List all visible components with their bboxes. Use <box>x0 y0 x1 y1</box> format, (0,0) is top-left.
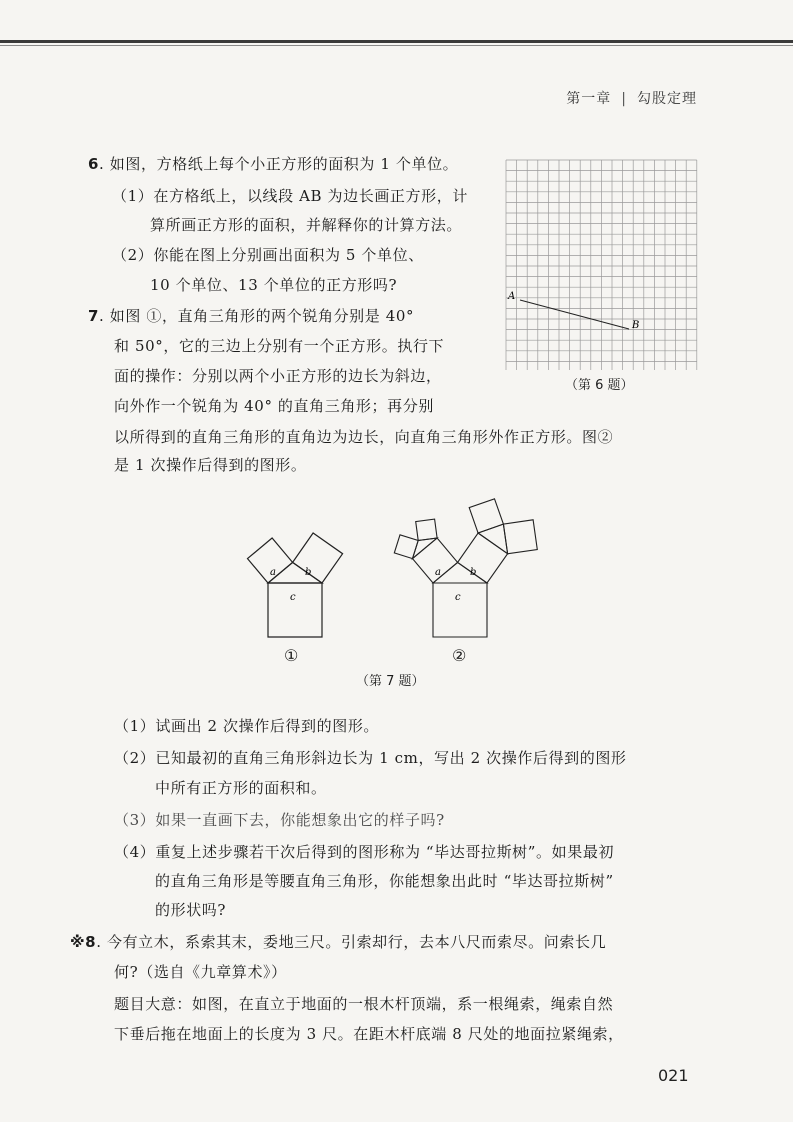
label-c: c <box>290 592 296 603</box>
q8-line4: 下垂后拖在地面上的长度为 3 尺。在距木杆底端 8 尺处的地面拉紧绳索， <box>114 1025 624 1043</box>
square-b <box>293 533 343 583</box>
point-a-label: A <box>508 291 516 302</box>
label-a: a <box>270 567 276 578</box>
q6-caption: （第 6 题） <box>565 378 634 393</box>
top-rule <box>0 40 793 43</box>
label-a: a <box>435 567 441 578</box>
q8-line2: 何?（选自《九章算术》） <box>114 963 287 981</box>
q6-grid-figure <box>498 152 698 370</box>
q6-stem: 如图，方格纸上每个小正方形的面积为 1 个单位。 <box>109 155 459 173</box>
q7-sub2-line1: （2）已知最初的直角三角形斜边长为 1 cm，写出 2 次操作后得到的图形 <box>114 749 627 767</box>
q7-sub2-line2: 中所有正方形的面积和。 <box>155 779 327 797</box>
grid-lines <box>506 160 697 370</box>
point-b-label: B <box>632 320 640 331</box>
top-rule-thin <box>0 45 793 46</box>
square-a1 <box>394 535 418 559</box>
q7-line1: 如图 ①，直角三角形的两个锐角分别是 40° <box>109 307 415 325</box>
q7-figure-1 <box>236 530 356 642</box>
q8-line1-wrap: ※8. 今有立木，系索其末，委地三尺。引索却行，去本八尺而索尽。问索长几 <box>70 933 607 951</box>
label-c: c <box>455 592 461 603</box>
triangle-b <box>478 524 508 554</box>
q6-part2-line2: 10 个单位、13 个单位的正方形吗? <box>150 276 398 294</box>
q7-line4: 向外作一个锐角为 40° 的直角三角形；再分别 <box>114 397 434 415</box>
q7-line3: 面的操作：分别以两个小正方形的边长为斜边， <box>114 367 442 385</box>
q7-caption: （第 7 题） <box>356 674 425 689</box>
q7-line2: 和 50°，它的三边上分别有一个正方形。执行下 <box>114 337 445 355</box>
right-triangle <box>268 562 322 583</box>
q7-line1-wrap: 7. 如图 ①，直角三角形的两个锐角分别是 40° <box>88 307 415 325</box>
q6-stem-line: 6. 如图，方格纸上每个小正方形的面积为 1 个单位。 <box>88 155 459 173</box>
square-b <box>458 533 508 583</box>
page-number: 021 <box>658 1066 689 1085</box>
chapter-title: 勾股定理 <box>637 91 697 107</box>
square-a2 <box>416 519 437 540</box>
q7-line5: 以所得到的直角三角形的直角边为边长，向直角三角形外作正方形。图② <box>114 428 614 446</box>
q6-part2-line1: （2）你能在图上分别画出面积为 5 个单位、 <box>112 246 424 264</box>
segment-ab <box>520 300 629 329</box>
label-b: b <box>305 567 312 578</box>
q7-sub1: （1）试画出 2 次操作后得到的图形。 <box>114 717 380 735</box>
q7-line6: 是 1 次操作后得到的图形。 <box>114 456 307 474</box>
q6-part1-line2: 算所画正方形的面积，并解释你的计算方法。 <box>150 216 463 234</box>
q7-sub4-line1: （4）重复上述步骤若干次后得到的图形称为 “毕达哥拉斯树”。如果最初 <box>114 843 615 861</box>
right-triangle <box>433 562 487 583</box>
running-header <box>566 88 697 108</box>
q8-line1: 今有立木，系索其末，委地三尺。引索却行，去本八尺而索尽。问索长几 <box>106 933 607 951</box>
q7-sub4-line2: 的直角三角形是等腰直角三角形，你能想象出此时 “毕达哥拉斯树” <box>155 872 614 890</box>
q7-figure-1-label: ① <box>284 646 299 665</box>
label-b: b <box>470 567 477 578</box>
q8-line3: 题目大意：如图，在直立于地面的一根木杆顶端，系一根绳索，绳索自然 <box>114 995 614 1013</box>
q7-sub3: （3）如果一直画下去，你能想象出它的样子吗? <box>114 811 445 829</box>
q7-number: 7 <box>88 307 100 325</box>
q6-number: 6 <box>88 155 100 173</box>
q7-figure-2-label: ② <box>452 646 467 665</box>
header-separator: | <box>621 91 627 107</box>
q8-number: ※8 <box>70 933 97 951</box>
square-b1 <box>469 499 503 533</box>
square-b2 <box>503 520 537 554</box>
q7-sub4-line3: 的形状吗? <box>155 901 227 919</box>
q6-part1-line1: （1）在方格纸上，以线段 AB 为边长画正方形，计 <box>112 187 468 205</box>
chapter-label: 第一章 <box>566 91 612 107</box>
q7-figure-2 <box>376 498 546 642</box>
